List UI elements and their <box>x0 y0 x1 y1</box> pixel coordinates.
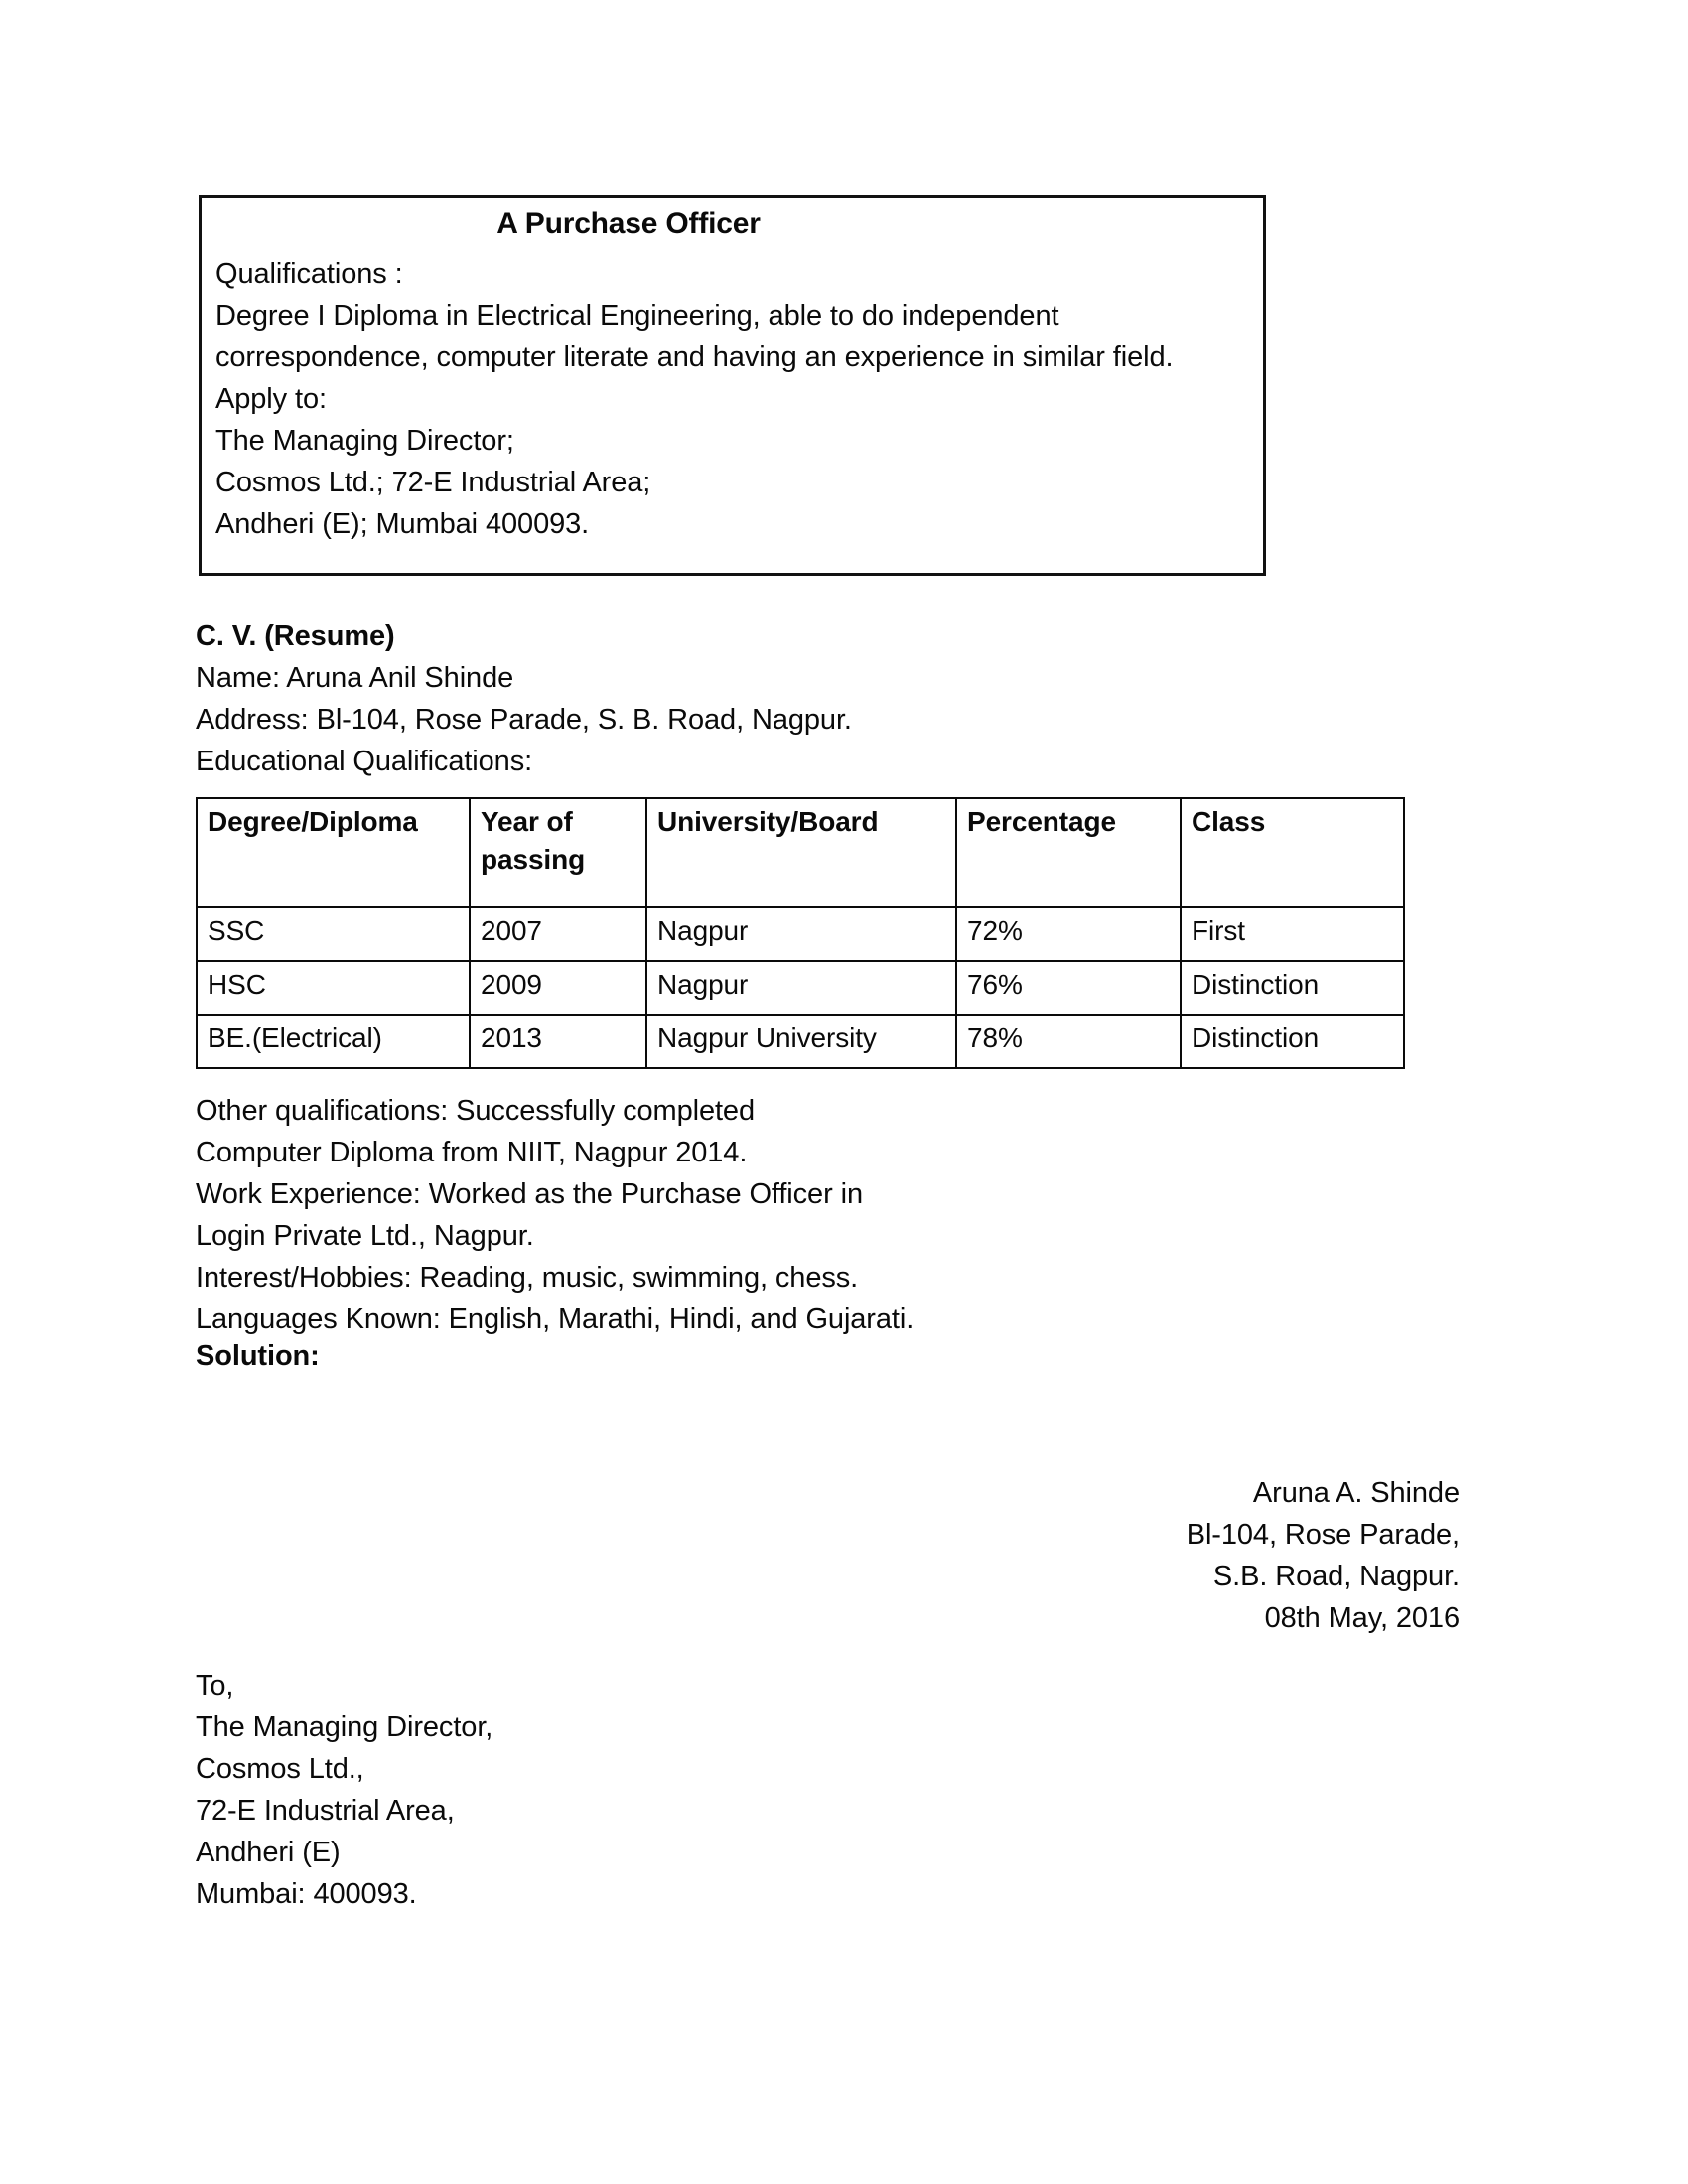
solution-heading: Solution: <box>196 1340 320 1372</box>
cell-year: 2009 <box>470 961 646 1015</box>
cell-degree: HSC <box>197 961 470 1015</box>
recipient-line-3: 72-E Industrial Area, <box>196 1795 455 1827</box>
table-row <box>197 907 1404 961</box>
letter-recipient-block <box>196 1665 492 1915</box>
cell-degree: BE.(Electrical) <box>197 1015 470 1068</box>
cv-header-block <box>196 615 1387 782</box>
advertisement-body <box>215 253 1248 545</box>
cell-degree: SSC <box>197 907 470 961</box>
interests-line: Interest/Hobbies: Reading, music, swimming, chess. <box>196 1262 859 1294</box>
cell-class: Distinction <box>1181 961 1404 1015</box>
advertisement-qualifications-text: Degree I Diploma in Electrical Engineering, able to do independent correspondence, computer literate and having an experience in similar field. <box>215 300 1174 373</box>
work-experience-line-2: Login Private Ltd., Nagpur. <box>196 1220 534 1252</box>
table-header-year: Year of passing <box>470 798 646 907</box>
advertisement-title: A Purchase Officer <box>496 207 761 240</box>
cell-percentage: 76% <box>956 961 1181 1015</box>
table-header-board: University/Board <box>646 798 956 907</box>
cell-class: Distinction <box>1181 1015 1404 1068</box>
cell-year: 2007 <box>470 907 646 961</box>
recipient-line-1: The Managing Director, <box>196 1711 493 1743</box>
cell-class: First <box>1181 907 1404 961</box>
cv-name-line: Name: Aruna Anil Shinde <box>196 662 514 694</box>
table-header-row <box>197 798 1404 907</box>
recipient-line-5: Mumbai: 400093. <box>196 1878 417 1910</box>
other-qualifications-line-2: Computer Diploma from NIIT, Nagpur 2014. <box>196 1137 748 1168</box>
cell-board: Nagpur <box>646 907 956 961</box>
recipient-salutation: To, <box>196 1670 234 1702</box>
cell-board: Nagpur University <box>646 1015 956 1068</box>
advertisement-box <box>199 195 1266 576</box>
cv-education-label: Educational Qualifications: <box>196 746 533 777</box>
advertisement-apply-label: Apply to: <box>215 383 327 415</box>
recipient-line-2: Cosmos Ltd., <box>196 1753 364 1785</box>
sender-address-line-2: S.B. Road, Nagpur. <box>1212 1561 1460 1592</box>
cell-percentage: 72% <box>956 907 1181 961</box>
other-details-block <box>196 1090 1387 1340</box>
cv-address-line: Address: Bl-104, Rose Parade, S. B. Road, Nagpur. <box>196 704 852 736</box>
languages-line: Languages Known: English, Marathi, Hindi, and Gujarati. <box>196 1303 914 1335</box>
recipient-line-4: Andheri (E) <box>196 1837 341 1868</box>
letter-date: 08th May, 2016 <box>1264 1602 1460 1634</box>
advertisement-apply-company: Cosmos Ltd.; 72-E Industrial Area; <box>215 467 651 498</box>
education-table <box>196 797 1405 1069</box>
cell-year: 2013 <box>470 1015 646 1068</box>
work-experience-line-1: Work Experience: Worked as the Purchase Officer in <box>196 1178 863 1210</box>
advertisement-apply-city: Andheri (E); Mumbai 400093. <box>215 508 590 540</box>
advertisement-qualifications-label: Qualifications : <box>215 258 403 290</box>
sender-name: Aruna A. Shinde <box>1252 1477 1460 1509</box>
cell-percentage: 78% <box>956 1015 1181 1068</box>
other-qualifications-line-1: Other qualifications: Successfully completed <box>196 1095 755 1127</box>
letter-sender-block <box>1187 1472 1460 1639</box>
table-row <box>197 1015 1404 1068</box>
cell-board: Nagpur <box>646 961 956 1015</box>
table-header-class: Class <box>1181 798 1404 907</box>
sender-address-line-1: Bl-104, Rose Parade, <box>1186 1519 1460 1551</box>
table-header-percentage: Percentage <box>956 798 1181 907</box>
table-row <box>197 961 1404 1015</box>
cv-heading: C. V. (Resume) <box>196 620 395 652</box>
table-header-degree: Degree/Diploma <box>197 798 470 907</box>
advertisement-apply-director: The Managing Director; <box>215 425 514 457</box>
